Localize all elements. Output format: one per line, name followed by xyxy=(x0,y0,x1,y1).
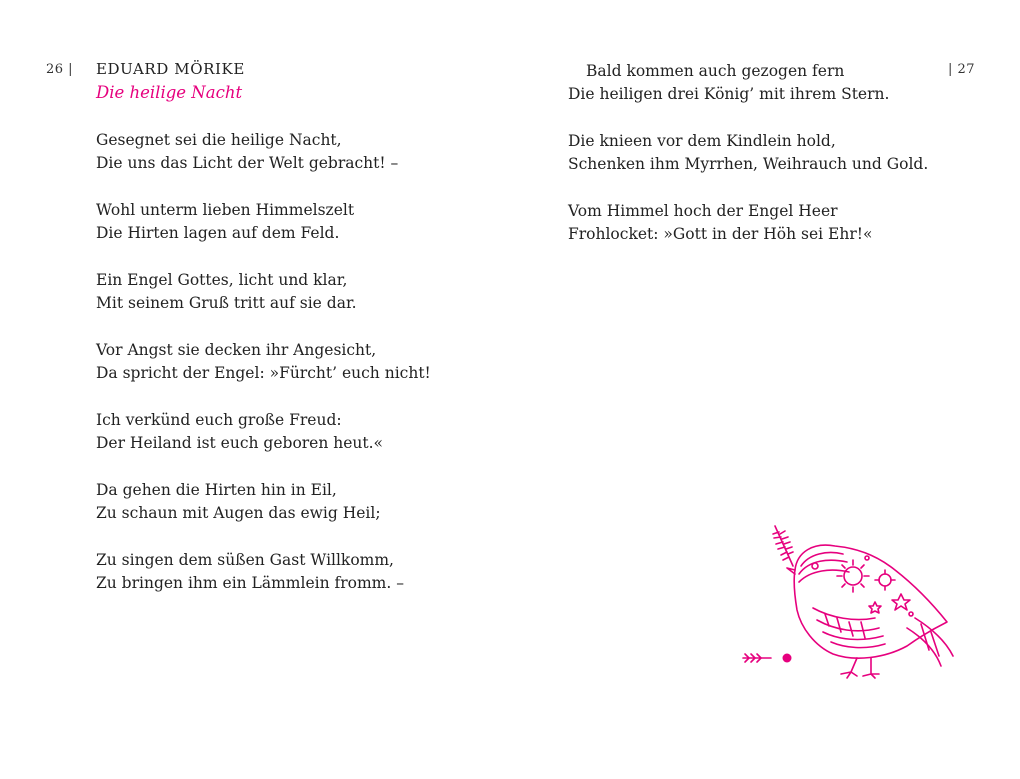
poem-line: Bald kommen auch gezogen fern xyxy=(586,62,845,80)
poem-line: Gesegnet sei die heilige Nacht, xyxy=(96,131,342,149)
poem-right-column xyxy=(568,60,928,270)
stanza xyxy=(96,339,431,385)
poem-line: Der Heiland ist euch geboren heut.« xyxy=(96,434,384,452)
page-number-left: 26 | xyxy=(46,62,74,77)
poem-line: Ein Engel Gottes, licht und klar, xyxy=(96,271,348,289)
stanza xyxy=(568,130,928,176)
poem-line: Schenken ihm Myrrhen, Weihrauch und Gold. xyxy=(568,155,929,173)
poem-line: Die uns das Licht der Welt gebracht! – xyxy=(96,154,399,172)
poem-line: Mit seinem Gruß tritt auf sie dar. xyxy=(96,294,357,312)
stanza xyxy=(96,409,431,455)
poem-line: Vom Himmel hoch der Engel Heer xyxy=(568,202,838,220)
poem-line: Vor Angst sie decken ihr Angesicht, xyxy=(96,341,377,359)
stanza xyxy=(96,269,431,315)
poem-line: Da spricht der Engel: »Fürcht’ euch nicht! xyxy=(96,364,431,382)
stanza xyxy=(568,200,928,246)
poem-left-column xyxy=(96,129,431,619)
stanza xyxy=(568,60,928,106)
poem-line: Wohl unterm lieben Himmelszelt xyxy=(96,201,355,219)
stanza xyxy=(96,479,431,525)
poem-title: Die heilige Nacht xyxy=(96,83,243,102)
poem-line: Die Hirten lagen auf dem Feld. xyxy=(96,224,340,242)
stanza xyxy=(96,199,431,245)
poem-line: Zu singen dem süßen Gast Willkomm, xyxy=(96,551,394,569)
poem-author: EDUARD MÖRIKE xyxy=(96,60,245,78)
poem-line: Ich verkünd euch große Freud: xyxy=(96,411,342,429)
bird-illustration-icon xyxy=(735,518,965,688)
poem-line: Die knieen vor dem Kindlein hold, xyxy=(568,132,836,150)
page-number-right: | 27 xyxy=(948,62,976,77)
stanza xyxy=(96,549,431,595)
poem-line: Zu schaun mit Augen das ewig Heil; xyxy=(96,504,381,522)
stanza xyxy=(96,129,431,175)
poem-line: Die heiligen drei König’ mit ihrem Stern. xyxy=(568,85,890,103)
poem-line: Frohlocket: »Gott in der Höh sei Ehr!« xyxy=(568,225,873,243)
poem-line: Da gehen die Hirten hin in Eil, xyxy=(96,481,337,499)
poem-line: Zu bringen ihm ein Lämmlein fromm. – xyxy=(96,574,404,592)
